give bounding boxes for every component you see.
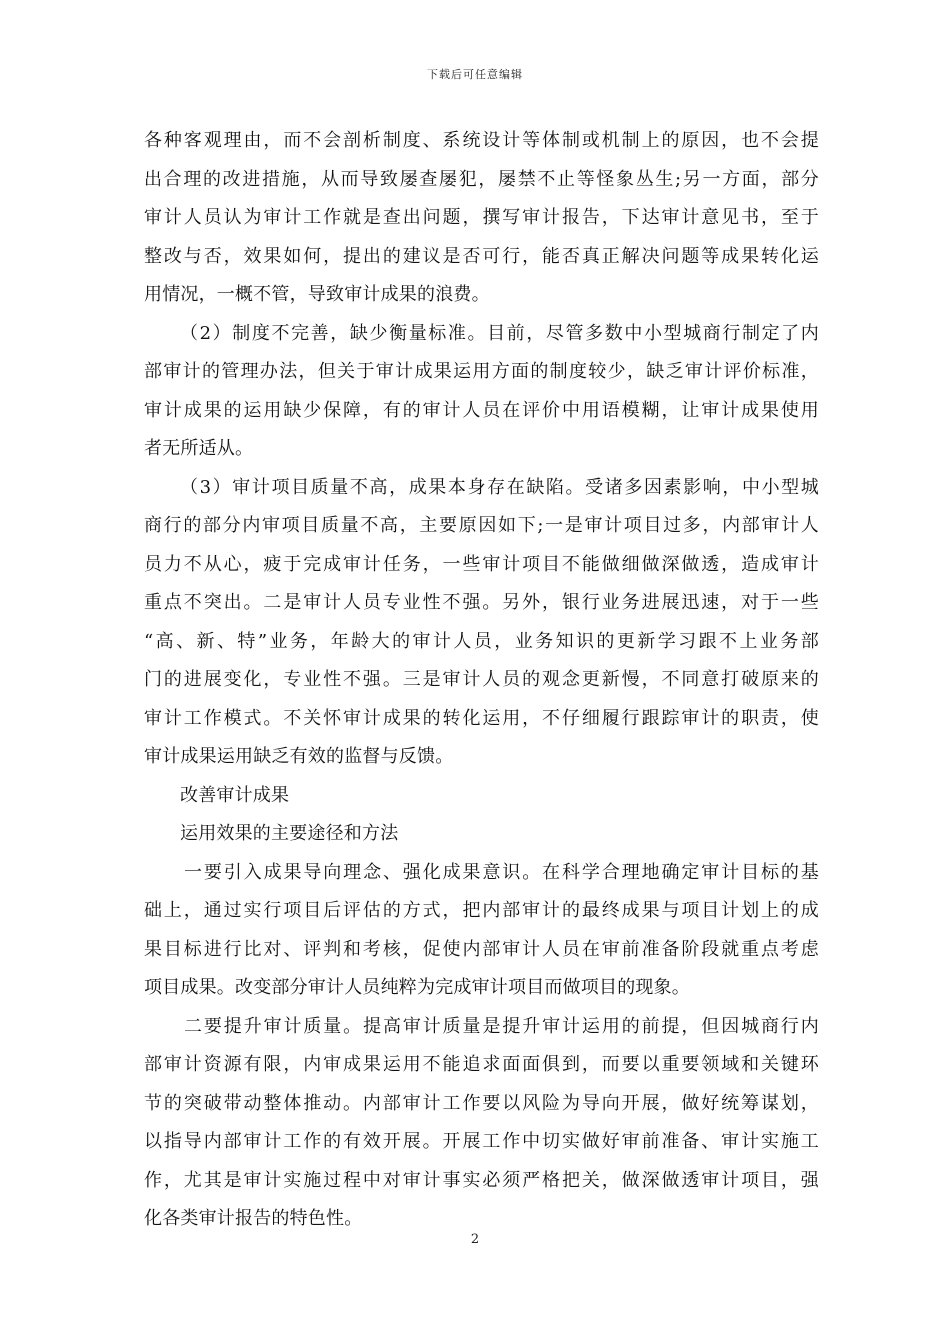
text-line: 审计人员认为审计工作就是查出问题，撰写审计报告，下达审计意见书，至于 <box>144 207 819 228</box>
page-number: 2 <box>470 1232 480 1247</box>
text-line: 部审计资源有限，内审成果运用不能追求面面俱到，而要以重要领域和关键环 <box>144 1054 819 1075</box>
text-line: “高、新、特”业务，年龄大的审计人员，业务知识的更新学习跟不上业务部 <box>144 630 819 652</box>
text-line: 作，尤其是审计实施过程中对审计事实必须严格把关，做深做透审计项目，强 <box>144 1169 819 1191</box>
text-line: 节的突破带动整体推动。内部审计工作要以风险为导向开展，做好统筹谋划， <box>144 1092 819 1114</box>
text-line: （3）审计项目质量不高，成果本身存在缺陷。受诸多因素影响，中小型城 <box>180 476 819 498</box>
text-line: 审计成果的运用缺少保障，有的审计人员在评价中用语模糊，让审计成果使用 <box>144 399 819 421</box>
text-line: 各种客观理由，而不会剖析制度、系统设计等体制或机制上的原因，也不会提 <box>144 130 819 151</box>
text-line: 础上，通过实行项目后评估的方式，把内部审计的最终成果与项目计划上的成 <box>144 900 819 921</box>
text-line: （2）制度不完善，缺少衡量标准。目前，尽管多数中小型城商行制定了内 <box>180 322 819 344</box>
text-line: 整改与否，效果如何，提出的建议是否可行，能否真正解决问题等成果转化运 <box>144 245 819 267</box>
text-line: 一要引入成果导向理念、强化成果意识。在科学合理地确定审计目标的基 <box>184 861 819 883</box>
text-line: 出合理的改进措施，从而导致屡查屡犯，屡禁不止等怪象丛生;另一方面，部分 <box>144 168 819 190</box>
text-line: 二要提升审计质量。提高审计质量是提升审计运用的前提，但因城商行内 <box>184 1015 819 1037</box>
section-heading: 运用效果的主要途径和方法 <box>180 823 399 844</box>
text-line: 审计成果运用缺乏有效的监督与反馈。 <box>144 746 454 767</box>
text-line: 化各类审计报告的特色性。 <box>144 1208 363 1229</box>
text-line: 部审计的管理办法，但关于审计成果运用方面的制度较少，缺乏审计评价标准， <box>144 361 819 382</box>
document-body <box>144 122 819 1239</box>
text-line: 以指导内部审计工作的有效开展。开展工作中切实做好审前准备、审计实施工 <box>144 1131 819 1152</box>
text-line: 用情况，一概不管，导致审计成果的浪费。 <box>144 284 490 305</box>
text-line: 重点不突出。二是审计人员专业性不强。另外，银行业务进展迅速，对于一些 <box>144 592 819 613</box>
section-heading: 改善审计成果 <box>180 784 290 806</box>
page-header: 下载后可任意编辑 <box>427 68 523 81</box>
text-line: 门的进展变化，专业性不强。三是审计人员的观念更新慢，不同意打破原来的 <box>144 669 819 690</box>
text-line: 员力不从心，疲于完成审计任务，一些审计项目不能做细做深做透，造成审计 <box>144 553 819 575</box>
text-line: 者无所适从。 <box>144 438 254 459</box>
text-line: 审计工作模式。不关怀审计成果的转化运用，不仔细履行跟踪审计的职责，使 <box>144 707 819 729</box>
text-line: 果目标进行比对、评判和考核，促使内部审计人员在审前准备阶段就重点考虑 <box>144 938 819 960</box>
text-line: 商行的部分内审项目质量不高，主要原因如下;一是审计项目过多，内部审计人 <box>144 515 819 536</box>
text-line: 项目成果。改变部分审计人员纯粹为完成审计项目而做项目的现象。 <box>144 977 690 998</box>
